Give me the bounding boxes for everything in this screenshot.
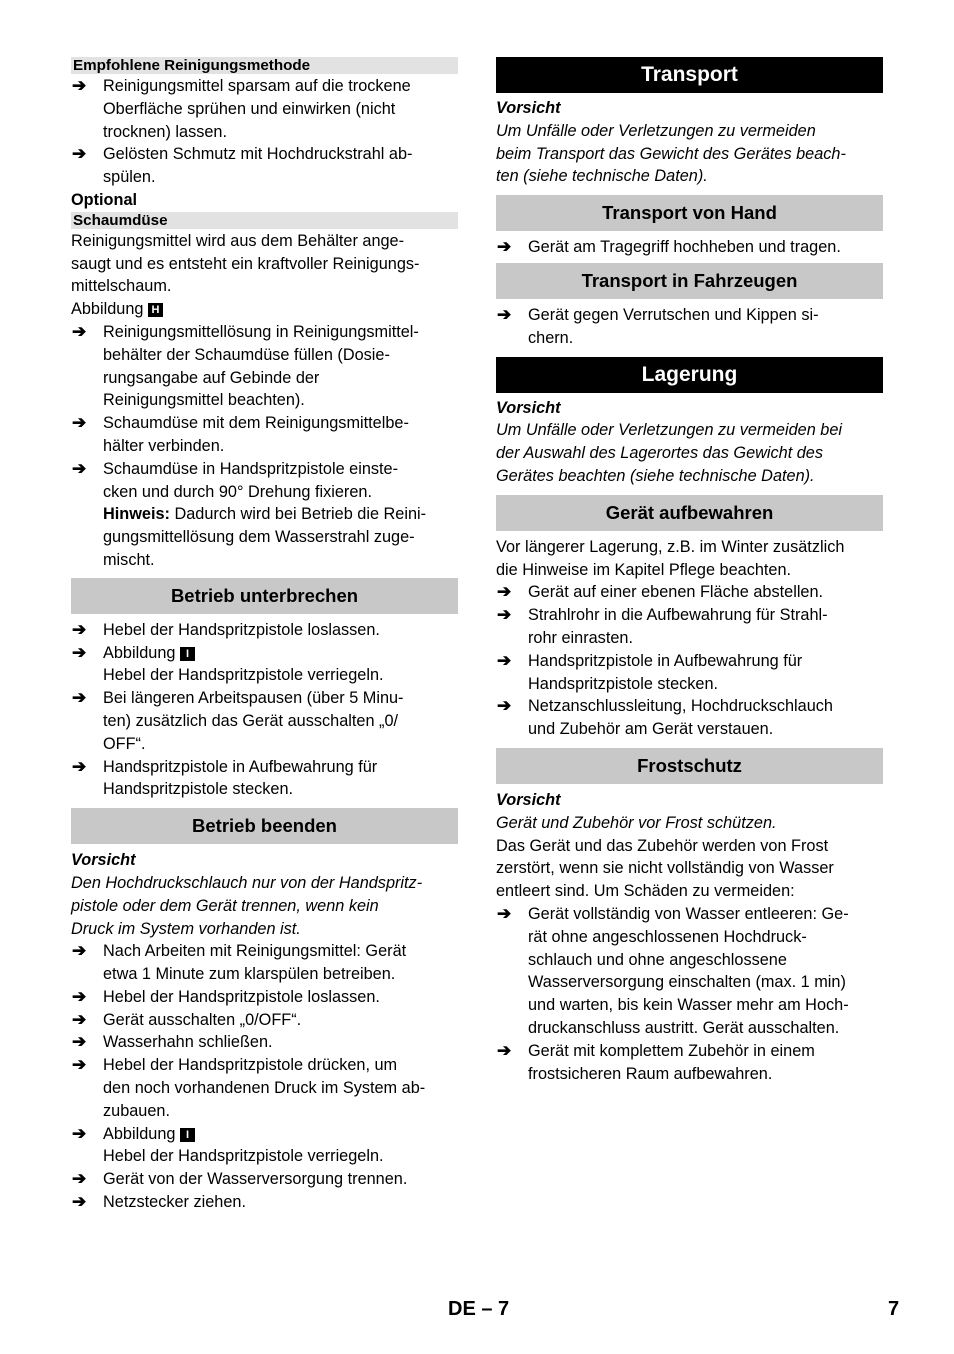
arrow-right-icon: ➔	[497, 304, 512, 324]
arrow-right-icon: ➔	[72, 1123, 87, 1143]
caution-text: Gerät und Zubehör vor Frost schützen.	[496, 813, 777, 832]
list-item: ➔ Handspritzpistole in Aufbewahrung für Handspritzpistole stecken.	[497, 650, 803, 693]
caution-text: Um Unfälle oder Verletzungen zu vermeiden bei der Auswahl des Lagerortes das Gewicht des Gerätes beachten (siehe technische Daten).	[496, 421, 843, 485]
arrow-right-icon: ➔	[497, 696, 512, 716]
list-item: ➔ Gerät gegen Verrutschen und Kippen si- chern.	[497, 304, 819, 347]
figure-i-symbol: I	[180, 1128, 195, 1142]
arrow-right-icon: ➔	[72, 413, 87, 433]
arrow-right-icon: ➔	[72, 642, 87, 662]
arrow-right-icon: ➔	[72, 1055, 87, 1075]
hint: Hinweis: Dadurch wird bei Betrieb die Reini-	[103, 505, 427, 524]
label-optional: Optional	[71, 190, 138, 209]
section-heading-geraet-aufbewahren: Gerät aufbewahren	[496, 495, 883, 531]
list-item: ➔ Gelösten Schmutz mit Hochdruckstrahl ab- spülen.	[72, 144, 413, 187]
caution-label: Vorsicht	[496, 99, 561, 117]
list-item: ➔ Schaumdüse in Handspritzpistole einste- cken und durch 90° Drehung fixieren. Hinweis: Dadurch wird bei Betrieb die Reini- gungsmittellösung dem Wasserstrahl zuge- mischt.	[71, 458, 458, 572]
caution-text: Den Hochdruckschlauch nur von der Handspritz- pistole oder dem Gerät trennen, wenn kein Druck im System vorhanden ist.	[71, 873, 423, 938]
list-item: ➔ Gerät mit komplettem Zubehör in einem frostsicheren Raum aufbewahren.	[497, 1040, 815, 1083]
arrow-right-icon: ➔	[497, 605, 512, 625]
arrow-right-icon: ➔	[72, 1009, 87, 1029]
arrow-right-icon: ➔	[72, 756, 87, 776]
caution-text: Um Unfälle oder Verletzungen zu vermeiden beim Transport das Gewicht des Gerätes beach- ten (siehe technische Daten).	[496, 121, 846, 186]
arrow-right-icon: ➔	[72, 986, 87, 1006]
paragraph: Das Gerät und das Zubehör werden von Frost zerstört, wenn sie nicht vollständig von Wasser entleert sind. Um Schäden zu vermeiden:	[496, 836, 834, 901]
list-item: ➔ Gerät vollständig von Wasser entleeren: Ge- rät ohne angeschlossenen Hochdruck- schlauch und ohne angeschlossene Wasserversorgung einschalten (max. 1 min) und warten, bis kein Wasser mehr am Hoch- druckanschluss austritt. Gerät ausschalten.	[497, 903, 849, 1037]
left-column	[71, 57, 458, 1214]
list-item: ➔ Gerät von der Wasserversorgung trennen.	[71, 1168, 458, 1191]
paragraph: Vor längerer Lagerung, z.B. im Winter zusätzlich die Hinweise im Kapitel Pflege beachten.	[496, 537, 845, 579]
list-item: ➔ Gerät ausschalten „0/OFF“.	[71, 1009, 458, 1032]
list-item: ➔ Gerät am Tragegriff hochheben und tragen.	[496, 236, 883, 259]
arrow-right-icon: ➔	[72, 144, 87, 164]
list-item: ➔ Hebel der Handspritzpistole loslassen.	[71, 986, 458, 1009]
arrow-right-icon: ➔	[72, 76, 87, 95]
arrow-right-icon: ➔	[497, 1040, 512, 1060]
list-item: ➔ Gerät auf einer ebenen Fläche abstellen.	[496, 581, 883, 604]
footer-page-number: 7	[888, 1298, 900, 1320]
section-heading-frostschutz: Frostschutz	[496, 748, 883, 784]
footer-page-code: DE – 7	[448, 1298, 510, 1320]
chapter-heading-transport: Transport	[496, 57, 883, 93]
section-heading-transport-von-hand: Transport von Hand	[496, 195, 883, 231]
arrow-right-icon: ➔	[497, 237, 512, 257]
list-item: ➔ Nach Arbeiten mit Reinigungsmittel: Gerät etwa 1 Minute zum klarspülen betreiben.	[72, 941, 407, 984]
figure-i-symbol: I	[180, 647, 195, 661]
arrow-right-icon: ➔	[72, 1192, 87, 1212]
section-heading-betrieb-unterbrechen: Betrieb unterbrechen	[71, 578, 458, 614]
arrow-right-icon: ➔	[72, 688, 87, 708]
list-item: ➔ Schaumdüse mit dem Reinigungsmittelbe- hälter verbinden.	[72, 413, 409, 455]
figure-reference: Abbildung H	[71, 298, 458, 321]
list-item: ➔ Bei längeren Arbeitspausen (über 5 Minu- ten) zusätzlich das Gerät ausschalten „0/ OFF“.	[72, 688, 404, 753]
figure-h-symbol: H	[148, 303, 163, 317]
section-heading-transport-in-fahrzeugen: Transport in Fahrzeugen	[496, 263, 883, 299]
arrow-right-icon: ➔	[72, 458, 87, 478]
list-item: ➔ Handspritzpistole in Aufbewahrung für Handspritzpistole stecken.	[72, 756, 378, 799]
arrow-right-icon: ➔	[497, 582, 512, 602]
caution-label: Vorsicht	[71, 851, 136, 870]
section-heading-betrieb-beenden: Betrieb beenden	[71, 808, 458, 844]
list-item: ➔ Reinigungsmittel sparsam auf die trockene Oberfläche sprühen und einwirken (nicht trocknen) lassen.	[72, 76, 411, 141]
list-item: ➔ Abbildung I Hebel der Handspritzpistole verriegeln.	[72, 1123, 384, 1166]
list-item: ➔ Hebel der Handspritzpistole drücken, um den noch vorhandenen Druck im System ab- zubauen.	[72, 1055, 426, 1120]
arrow-right-icon: ➔	[72, 619, 87, 639]
paragraph: Reinigungsmittel wird aus dem Behälter ange- saugt und es entsteht ein kraftvoller Reinigungs- mittelschaum.	[71, 231, 420, 296]
list-item: ➔ Abbildung I Hebel der Handspritzpistole verriegeln.	[72, 642, 384, 685]
list-item: ➔ Hebel der Handspritzpistole loslassen.	[71, 619, 458, 642]
arrow-right-icon: ➔	[72, 321, 87, 341]
right-column	[496, 57, 883, 1085]
list-item: ➔ Netzanschlussleitung, Hochdruckschlauch und Zubehör am Gerät verstauen.	[497, 696, 833, 739]
arrow-right-icon: ➔	[72, 1032, 87, 1052]
arrow-right-icon: ➔	[497, 650, 512, 670]
list-item: ➔ Reinigungsmittellösung in Reinigungsmittel- behälter der Schaumdüse füllen (Dosie- rungsangabe auf Gebinde der Reinigungsmittel beachten).	[72, 321, 419, 410]
caution-label: Vorsicht	[496, 398, 561, 417]
list-item: ➔ Strahlrohr in die Aufbewahrung für Strahl- rohr einrasten.	[497, 605, 828, 647]
list-item: ➔ Netzstecker ziehen.	[71, 1191, 458, 1214]
subheading-schaumduese: Schaumdüse	[71, 212, 458, 229]
subheading-empfohlene-reinigungsmethode: Empfohlene Reinigungsmethode	[71, 57, 458, 74]
arrow-right-icon: ➔	[72, 941, 87, 961]
caution-label: Vorsicht	[496, 790, 561, 809]
arrow-right-icon: ➔	[497, 903, 512, 923]
chapter-heading-lagerung: Lagerung	[496, 357, 883, 393]
arrow-right-icon: ➔	[72, 1169, 87, 1189]
list-item: ➔ Wasserhahn schließen.	[71, 1031, 458, 1054]
